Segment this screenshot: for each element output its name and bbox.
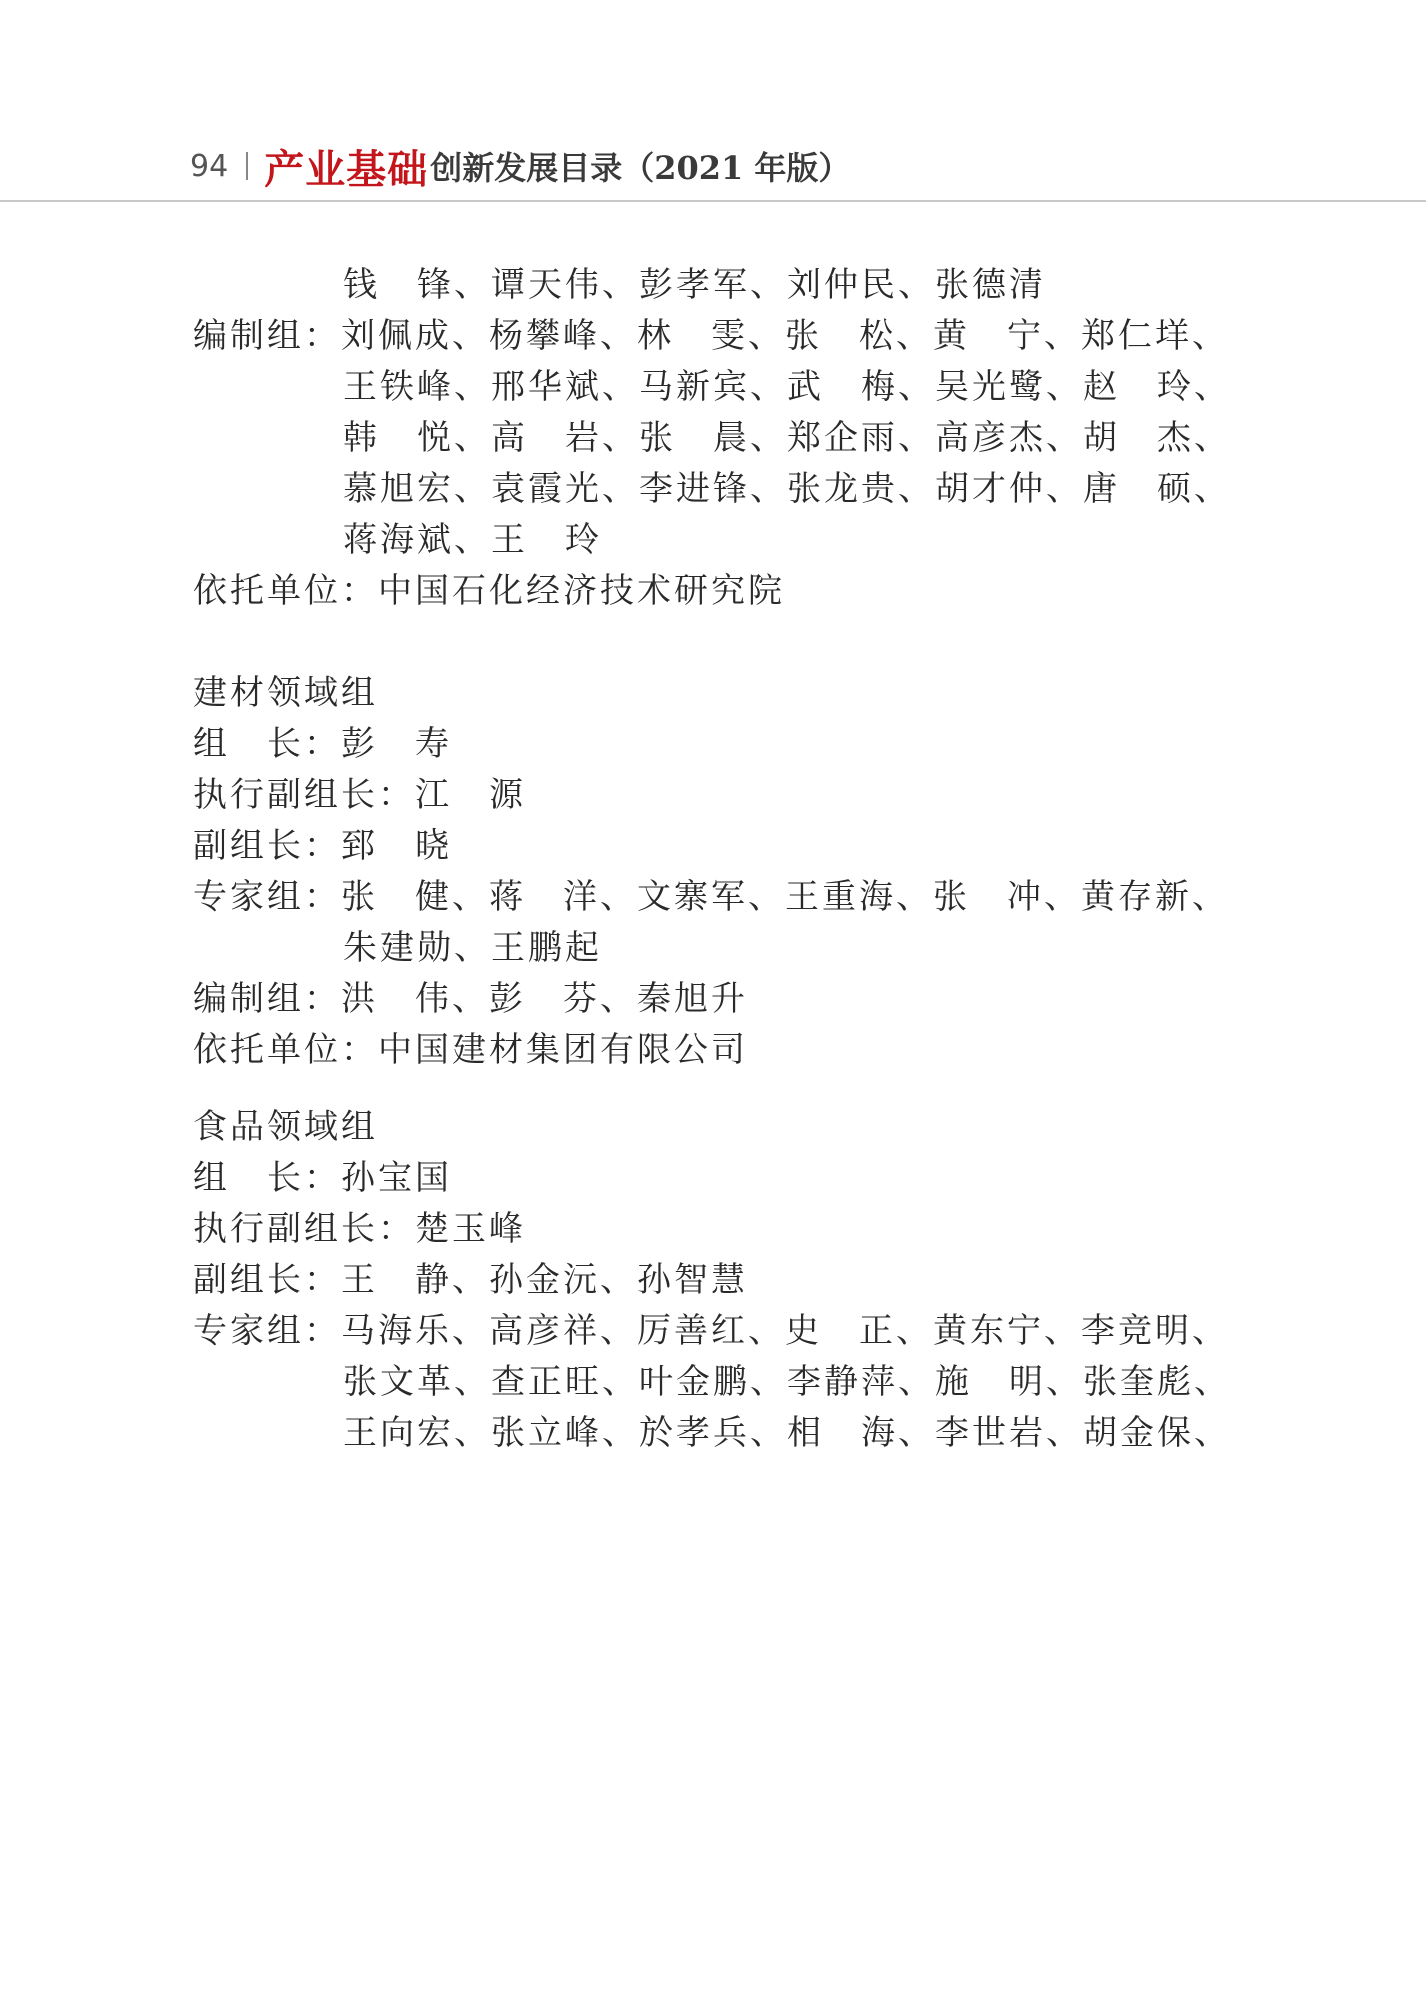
line-text: 张文革、查正旺、叶金鹏、李静萍、施 明、张奎彪、: [343, 1362, 1231, 1402]
header-rule: [0, 200, 1426, 202]
line-text: 中国建材集团有限公司: [378, 1030, 748, 1070]
line-label: 依托单位：: [193, 1030, 378, 1070]
section-heading-text: 建材领域组: [193, 673, 378, 713]
line-text: 王铁峰、邢华斌、马新宾、武 梅、吴光鹭、赵 玲、: [343, 367, 1231, 407]
line-text: 刘佩成、杨攀峰、林 雯、张 松、黄 宁、郑仁垟、: [341, 316, 1229, 356]
line-text: 钱 锋、谭天伟、彭孝军、刘仲民、张德清: [343, 265, 1046, 305]
line-label: 执行副组长：: [193, 1209, 415, 1249]
line-label: 依托单位：: [193, 571, 378, 611]
section-heading-text: 食品领域组: [193, 1107, 378, 1147]
line-text: 马海乐、高彦祥、厉善红、史 正、黄东宁、李竞明、: [341, 1311, 1229, 1351]
page-header: [0, 0, 1426, 202]
line-label: 专家组：: [193, 1311, 341, 1351]
line-text: 朱建勋、王鹏起: [343, 928, 602, 968]
line-text: 江 源: [415, 775, 526, 815]
line-text: 慕旭宏、袁霞光、李进锋、张龙贵、胡才仲、唐 硕、: [343, 469, 1231, 509]
line-label: 组 长：: [193, 1158, 341, 1198]
header-title-rest: 创新发展目录（2021 年版）: [430, 149, 851, 187]
line-text: 楚玉峰: [415, 1209, 526, 1249]
line-text: 中国石化经济技术研究院: [378, 571, 785, 611]
line-label: 副组长：: [193, 1260, 341, 1300]
line-label: 编制组：: [193, 316, 341, 356]
line-text: 彭 寿: [341, 724, 452, 764]
line-label: 副组长：: [193, 826, 341, 866]
line-text: 韩 悦、高 岩、张 晨、郑企雨、高彦杰、胡 杰、: [343, 418, 1231, 458]
line-label: 编制组：: [193, 979, 341, 1019]
line-label: 组 长：: [193, 724, 341, 764]
line-text: 孙宝国: [341, 1158, 452, 1198]
line-label: 专家组：: [193, 877, 341, 917]
line-text: 洪 伟、彭 芬、秦旭升: [341, 979, 748, 1019]
text-line: [193, 561, 785, 621]
header-separator: [246, 152, 248, 180]
line-label: 执行副组长：: [193, 775, 415, 815]
header-row: [190, 138, 850, 194]
header-title-highlight: 产业基础: [264, 146, 429, 193]
line-text: 蒋海斌、王 玲: [343, 520, 602, 560]
line-text: 张 健、蒋 洋、文寨军、王重海、张 冲、黄存新、: [341, 877, 1229, 917]
line-text: 王 静、孙金沅、孙智慧: [341, 1260, 748, 1300]
line-text: 王向宏、张立峰、於孝兵、相 海、李世岩、胡金保、: [343, 1413, 1231, 1453]
text-line: [343, 1403, 1231, 1463]
line-text: 郅 晓: [341, 826, 452, 866]
text-line: [193, 1020, 748, 1080]
page-number: 94: [190, 148, 229, 184]
